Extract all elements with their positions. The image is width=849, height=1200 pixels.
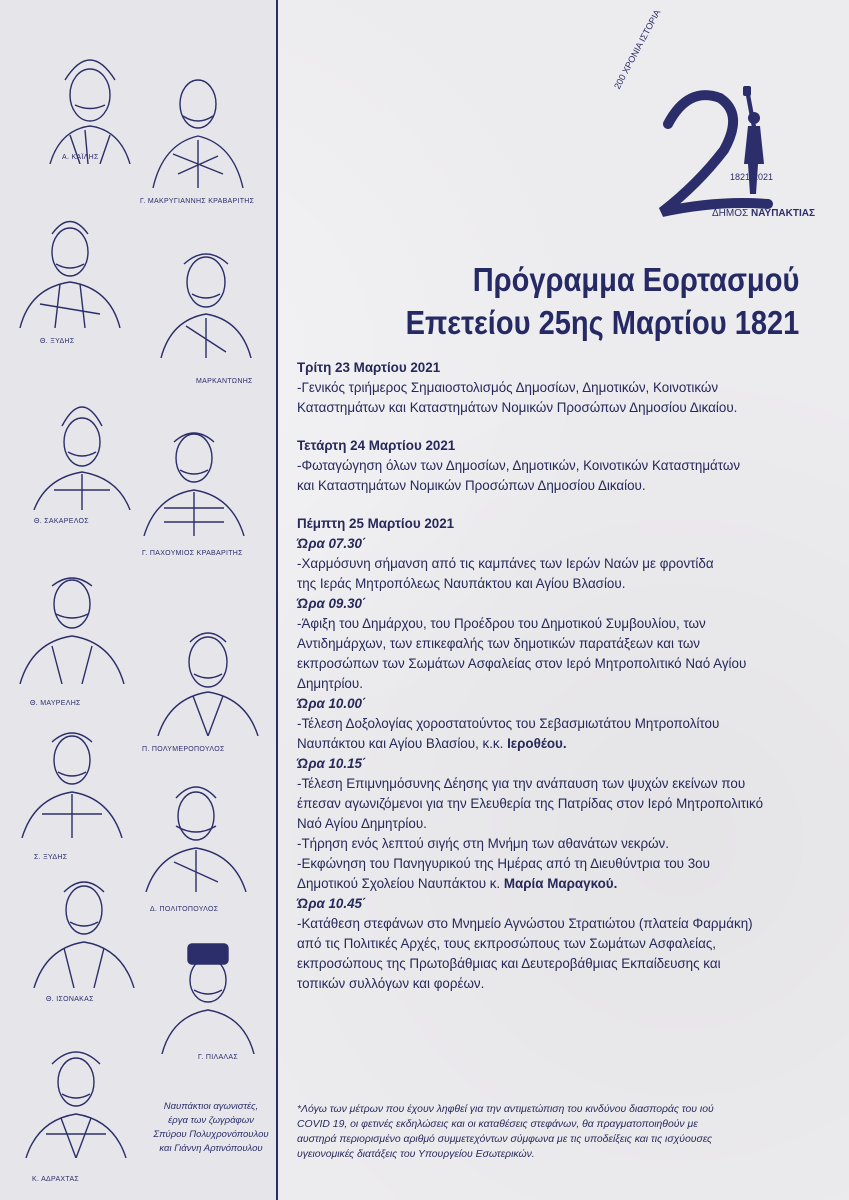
painters-credit: [150, 1100, 272, 1156]
portrait-label: Α. ΚΑΪΛΗΣ: [62, 154, 99, 161]
program-text: Ναυπάκτου και Αγίου Βλασίου, κ.κ.: [297, 736, 508, 751]
page-title: [405, 258, 799, 344]
title-line: Πρόγραμμα Εορτασμού: [472, 261, 799, 298]
program-line: -Άφιξη του Δημάρχου, του Προέδρου του Δημοτικού Συμβουλίου, των: [297, 616, 706, 631]
program-line: και Καταστημάτων Νομικών Προσώπων Δημοσίου Δικαίου.: [297, 478, 646, 493]
program-line: -Τήρηση ενός λεπτού σιγής στη Μνήμη των αθανάτων νεκρών.: [297, 836, 669, 851]
note-line: *Λόγω των μέτρων που έχουν ληφθεί για την αντιμετώπιση του κινδύνου διασποράς του ιού: [297, 1104, 714, 1115]
portrait-image: [16, 1034, 136, 1158]
portrait-column: [0, 0, 276, 1200]
program-line: έπεσαν αγωνιζόμενοι για την Ελευθερία της Πατρίδας στον Ιερό Μητροπολιτικό: [297, 796, 764, 811]
program-line: Καταστημάτων και Καταστημάτων Νομικών Προσώπων Δημοσίου Δικαίου.: [297, 400, 738, 415]
program-line: τοπικών συλλόγων και φορέων.: [297, 976, 485, 991]
program-line: -Εκφώνηση του Πανηγυρικού της Ημέρας από τη Διευθύντρια του 3ου: [297, 856, 710, 871]
program-line: -Τέλεση Επιμνημόσυνης Δέησης για την ανάπαυση των ψυχών εκείνων που: [297, 776, 746, 791]
portrait-image: [146, 234, 266, 358]
portrait-label: Σ. ΞΥΔΗΣ: [34, 854, 68, 861]
portrait-label: Κ. ΑΔΡΑΧΤΑΣ: [32, 1176, 80, 1183]
portrait-image: [134, 412, 254, 536]
program-line: Ναό Αγίου Δημητρίου.: [297, 816, 427, 831]
program-line: της Ιεράς Μητροπόλεως Ναυπάκτου και Αγίου Βλασίου.: [297, 576, 626, 591]
time-heading: Ώρα 07.30΄: [297, 536, 367, 551]
portrait-label: ΜΑΡΚΑΝΤΩΝΗΣ: [196, 378, 253, 385]
portrait-label: Γ. ΠΑΧΟΥΜΙΟΣ ΚΡΑΒΑΡΙΤΗΣ: [142, 550, 243, 557]
logo-dimos-prefix: ΔΗΜΟΣ: [712, 208, 749, 219]
logo-municipality: [712, 208, 815, 219]
portrait-image: [12, 714, 132, 838]
credit-line: Ναυπάκτιοι αγωνιστές,: [163, 1101, 259, 1112]
program-line: -Γενικός τριήμερος Σημαιοστολισμός Δημοσίων, Δημοτικών, Κοινοτικών: [297, 380, 719, 395]
time-heading: Ώρα 10.15΄: [297, 756, 367, 771]
speaker-name: Μαρία Μαραγκού.: [503, 876, 618, 891]
program-line: Αντιδημάρχων, των επικεφαλής των δημοτικών παρατάξεων και των: [297, 636, 700, 651]
program-line: -Τέλεση Δοξολογίας χοροστατούντος του Σεβασμιωτάτου Μητροπολίτου: [297, 716, 720, 731]
note-line: COVID 19, οι φετινές εκδηλώσεις και οι καταθέσεις στεφάνων, θα πραγματοποιηθούν με: [297, 1119, 698, 1130]
portrait-label: Π. ΠΟΛΥΜΕΡΟΠΟΥΛΟΣ: [142, 746, 225, 753]
program-line: -Χαρμόσυνη σήμανση από τις καμπάνες των Ιερών Ναών με φροντίδα: [297, 556, 714, 571]
logo-years: 1821-2021: [730, 172, 774, 182]
time-heading: Ώρα 09.30΄: [297, 596, 367, 611]
title-line: Επετείου 25ης Μαρτίου 1821: [405, 304, 799, 341]
credit-line: Σπύρου Πολυχρονόπουλου: [153, 1129, 269, 1140]
portrait-label: Θ. ΞΥΔΗΣ: [40, 338, 75, 345]
portrait-image: [22, 386, 142, 510]
note-line: αυστηρά περιορισμένο αριθμό συμμετεχόντων σύμφωνα με τις υποδείξεις και τις ισχύουσες: [297, 1134, 713, 1145]
portrait-label: Γ. ΠΙΛΑΛΑΣ: [198, 1054, 238, 1061]
day-heading: Τρίτη 23 Μαρτίου 2021: [297, 360, 441, 375]
program-line: [297, 734, 817, 754]
portrait-label: Δ. ΠΟΛΙΤΟΠΟΥΛΟΣ: [150, 906, 219, 913]
portrait-image: [136, 768, 256, 892]
credit-line: έργα των ζωγράφων: [168, 1115, 254, 1126]
program-line: από τις Πολιτικές Αρχές, τους εκπροσώπους των Σωμάτων Ασφαλείας,: [297, 936, 717, 951]
portrait-image: [24, 864, 144, 988]
portrait-image: [12, 560, 132, 684]
anniversary-logo: [628, 84, 812, 224]
program-line: εκπροσώπους της Πρωτοβάθμιας και Δευτεροβάθμιας Εκπαίδευσης και: [297, 956, 721, 971]
program-line: [297, 874, 817, 894]
credit-line: και Γιάννη Αρτινόπουλου: [159, 1143, 263, 1154]
day-heading: Πέμπτη 25 Μαρτίου 2021: [297, 516, 455, 531]
program-body: [297, 358, 817, 994]
program-line: εκπροσώπων των Σωμάτων Ασφαλείας στον Ιερό Μητροπολιτικό Ναό Αγίου: [297, 656, 747, 671]
portrait-image: [148, 612, 268, 736]
portrait-image: [30, 40, 150, 164]
time-heading: Ώρα 10.45΄: [297, 896, 367, 911]
program-line: -Φωταγώγηση όλων των Δημοσίων, Δημοτικών, Κοινοτικών Καταστημάτων: [297, 458, 741, 473]
bishop-name: Ιεροθέου.: [507, 736, 567, 751]
portrait-image: [148, 930, 268, 1054]
program-text: Δημοτικού Σχολείου Ναυπάκτου κ.: [297, 876, 504, 891]
program-line: Δημητρίου.: [297, 676, 363, 691]
program-line: -Κατάθεση στεφάνων στο Μνημείο Αγνώστου Στρατιώτου (πλατεία Φαρμάκη): [297, 916, 753, 931]
covid-note: [297, 1102, 817, 1162]
time-heading: Ώρα 10.00΄: [297, 696, 367, 711]
day-heading: Τετάρτη 24 Μαρτίου 2021: [297, 438, 456, 453]
column-divider: [276, 0, 278, 1200]
portrait-image: [138, 64, 258, 188]
portrait-label: Γ. ΜΑΚΡΥΓΙΑΝΝΗΣ ΚΡΑΒΑΡΙΤΗΣ: [140, 198, 255, 205]
portrait-label: Θ. ΙΣΟΝΑΚΑΣ: [46, 996, 94, 1003]
portrait-image: [10, 204, 130, 328]
portrait-label: Θ. ΣΑΚΑΡΕΛΟΣ: [34, 518, 89, 525]
logo-arc-text: 200 ΧΡΟΝΙΑ ΙΣΤΟΡΙΑ: [612, 7, 663, 91]
note-line: υγειονομικές διατάξεις του Υπουργείου Εσωτερικών.: [297, 1149, 535, 1160]
portrait-label: Θ. ΜΑΥΡΕΛΗΣ: [30, 700, 81, 707]
logo-dimos-name: ΝΑΥΠΑΚΤΙΑΣ: [750, 208, 815, 219]
